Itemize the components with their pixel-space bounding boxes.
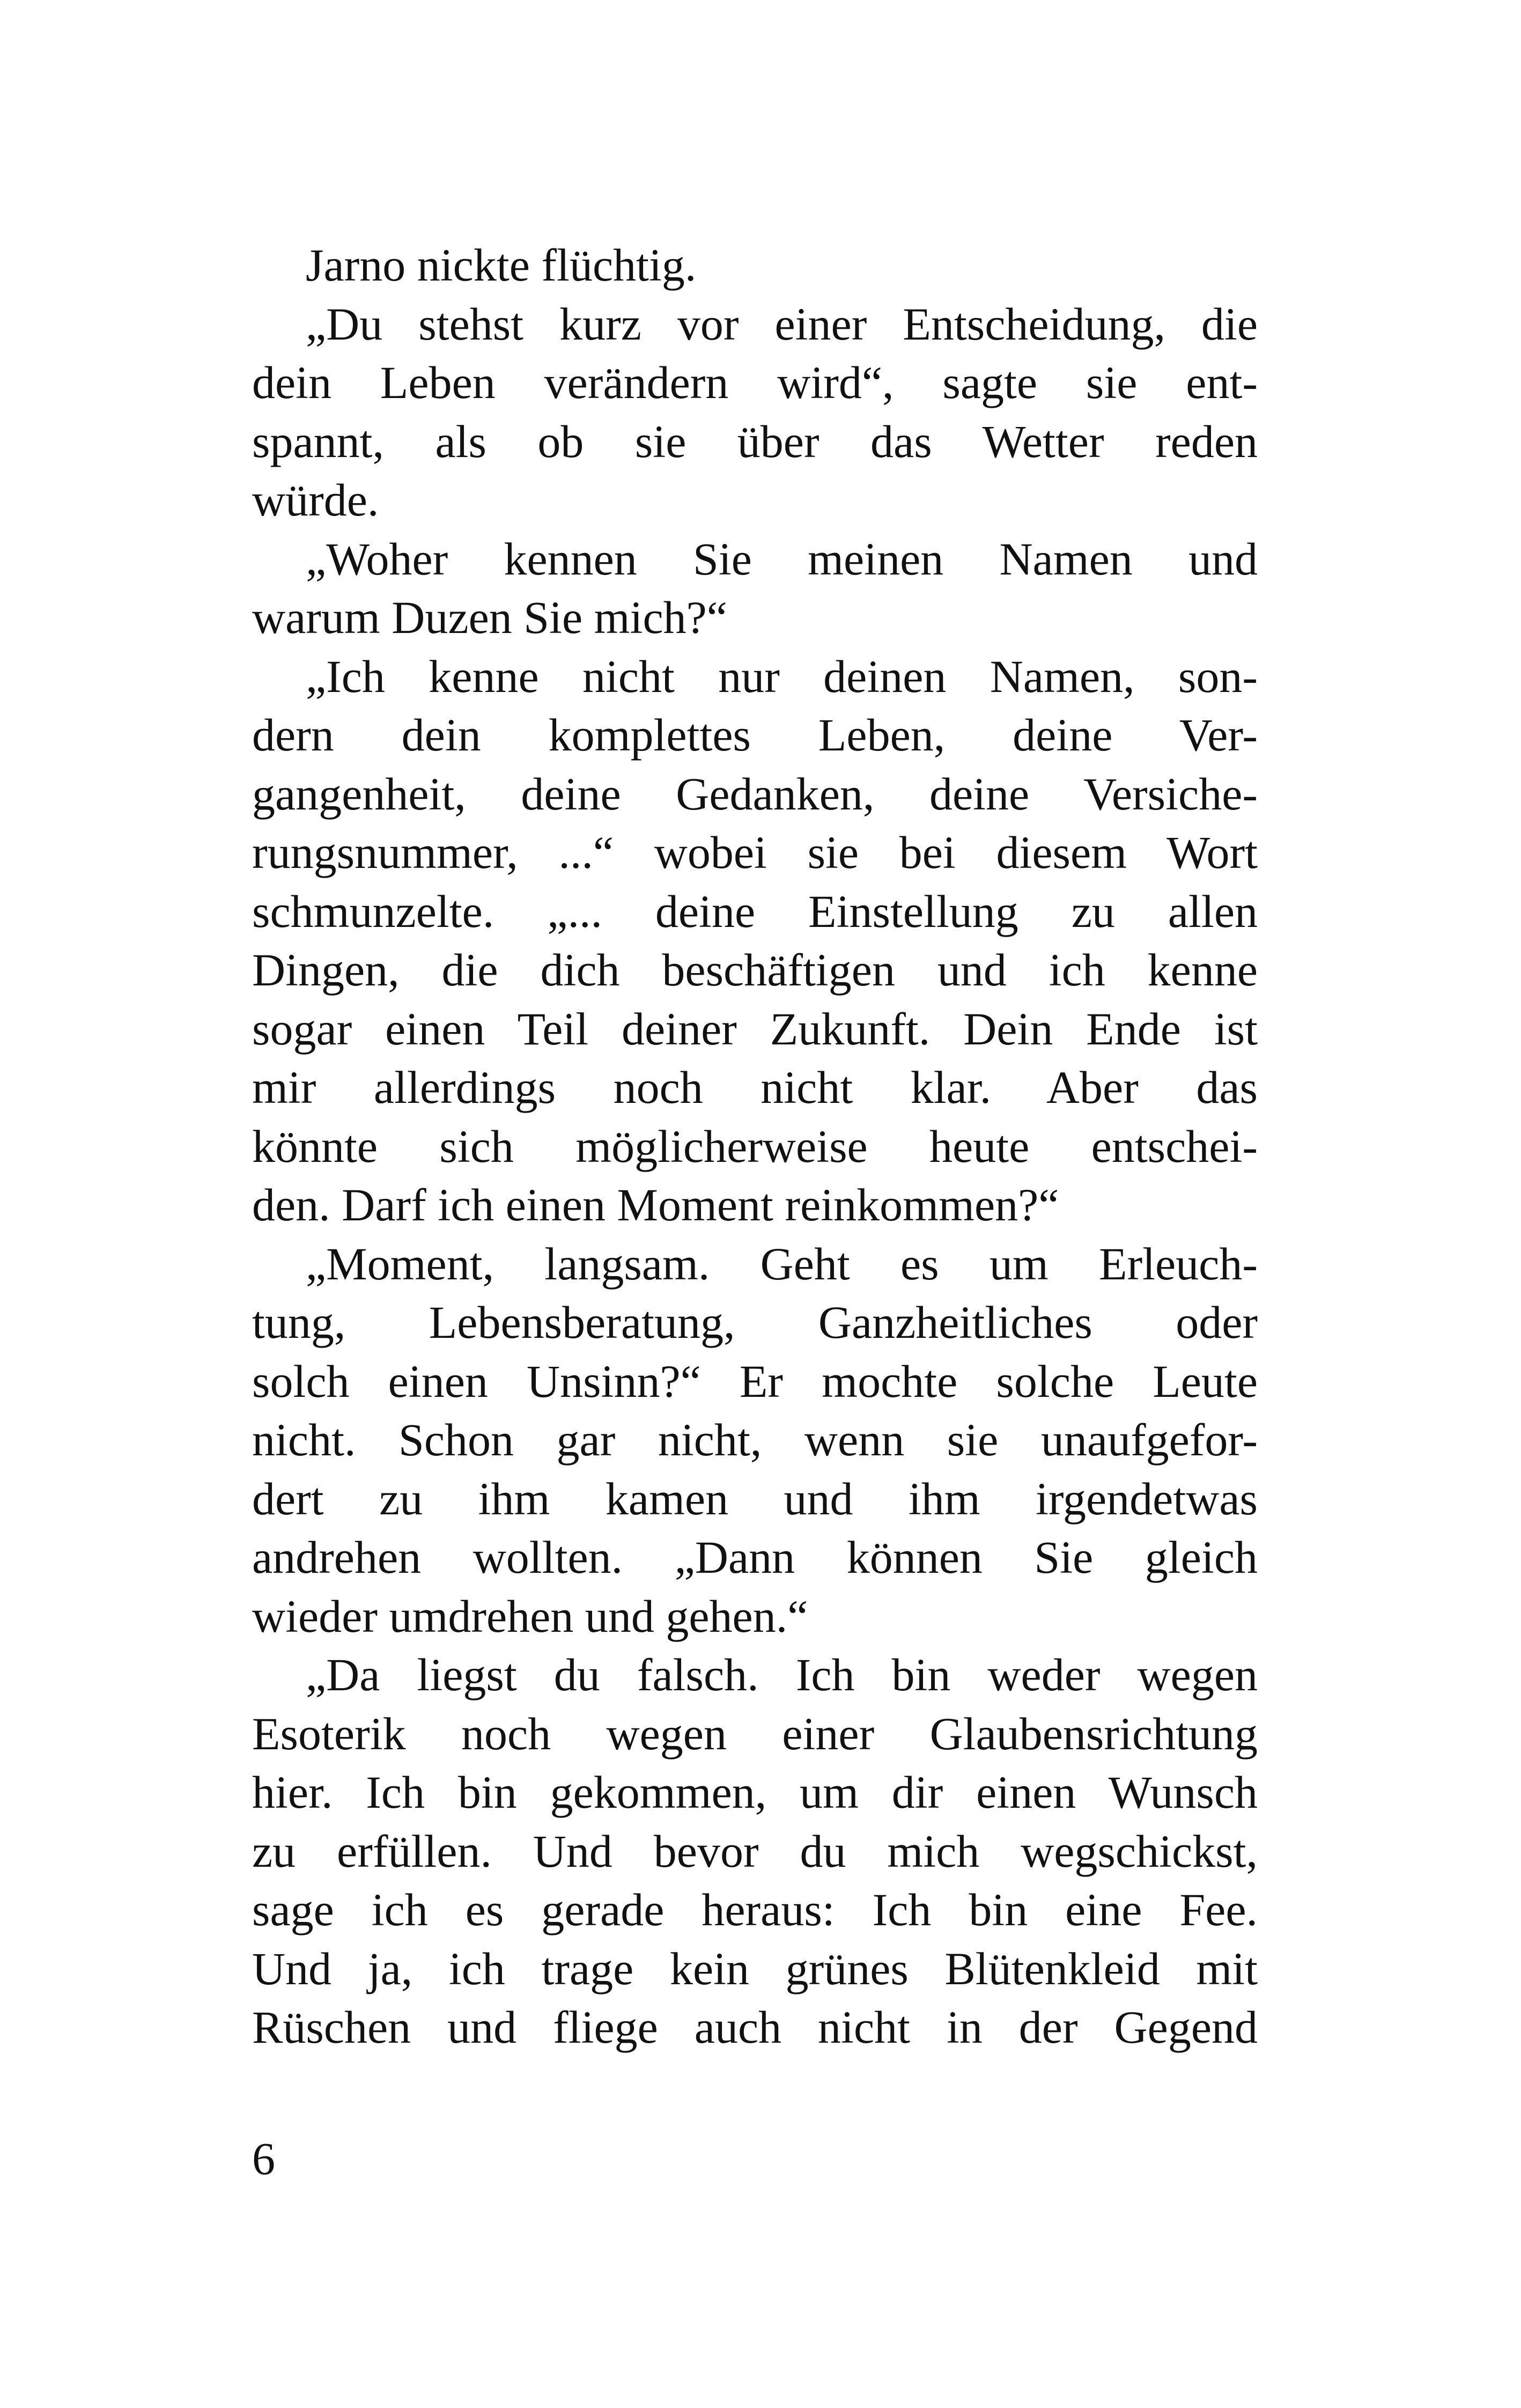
text-line: „Ich kenne nicht nur deinen Namen, son- <box>306 650 1258 702</box>
text-line: Esoterik noch wegen einer Glaubensrichtung <box>252 1707 1258 1759</box>
text-line: tung, Lebensberatung, Ganzheitliches oder <box>252 1297 1258 1348</box>
body-text <box>252 236 1258 2057</box>
text-line: wieder umdrehen und gehen.“ <box>252 1590 808 1642</box>
text-line: „Moment, langsam. Geht es um Erleuch- <box>306 1238 1258 1290</box>
text-line: dern dein komplettes Leben, deine Ver- <box>252 709 1258 761</box>
text-line: dein Leben verändern wird“, sagte sie ent- <box>252 357 1258 408</box>
paragraph <box>252 295 1258 530</box>
text-line: dert zu ihm kamen und ihm irgendetwas <box>252 1472 1258 1525</box>
text-line: den. Darf ich einen Moment reinkommen?“ <box>252 1179 1059 1231</box>
page-number: 6 <box>252 2133 275 2184</box>
text-line: solch einen Unsinn?“ Er mochte solche Leute <box>252 1355 1258 1407</box>
text-line: andrehen wollten. „Dann können Sie gleich <box>252 1531 1258 1583</box>
text-line: Rüschen und fliege auch nicht in der Gegend <box>252 2001 1258 2053</box>
text-line: würde. <box>252 474 379 526</box>
paragraph <box>252 1646 1258 2057</box>
text-line: sogar einen Teil deiner Zukunft. Dein Ende ist <box>252 1003 1258 1055</box>
text-line: zu erfüllen. Und bevor du mich wegschickst, <box>252 1825 1258 1877</box>
text-line: Dingen, die dich beschäftigen und ich kenne <box>252 944 1258 996</box>
paragraph <box>252 647 1258 1235</box>
text-line: Jarno nickte flüchtig. <box>306 239 697 291</box>
text-line: gangenheit, deine Gedanken, deine Versiche- <box>252 768 1258 820</box>
text-line: könnte sich möglicherweise heute entschei- <box>252 1120 1258 1172</box>
text-line: hier. Ich bin gekommen, um dir einen Wunsch <box>252 1766 1258 1818</box>
text-line: nicht. Schon gar nicht, wenn sie unaufgefor- <box>252 1414 1258 1466</box>
text-line: schmunzelte. „... deine Einstellung zu allen <box>252 885 1258 937</box>
paragraph <box>252 1235 1258 1646</box>
paragraph <box>252 530 1258 647</box>
text-line: sage ich es gerade heraus: Ich bin eine Fee. <box>252 1884 1258 1935</box>
text-line: „Da liegst du falsch. Ich bin weder wegen <box>306 1649 1258 1700</box>
paragraph <box>252 236 1258 295</box>
text-line: rungsnummer, ...“ wobei sie bei diesem Wort <box>252 827 1258 878</box>
text-line: spannt, als ob sie über das Wetter reden <box>252 415 1258 467</box>
text-line: „Woher kennen Sie meinen Namen und <box>306 533 1258 585</box>
text-line: „Du stehst kurz vor einer Entscheidung, die <box>306 298 1258 350</box>
text-line: Und ja, ich trage kein grünes Blütenkleid mit <box>252 1942 1258 1994</box>
text-line: mir allerdings noch nicht klar. Aber das <box>252 1062 1258 1113</box>
text-line: warum Duzen Sie mich?“ <box>252 592 727 643</box>
